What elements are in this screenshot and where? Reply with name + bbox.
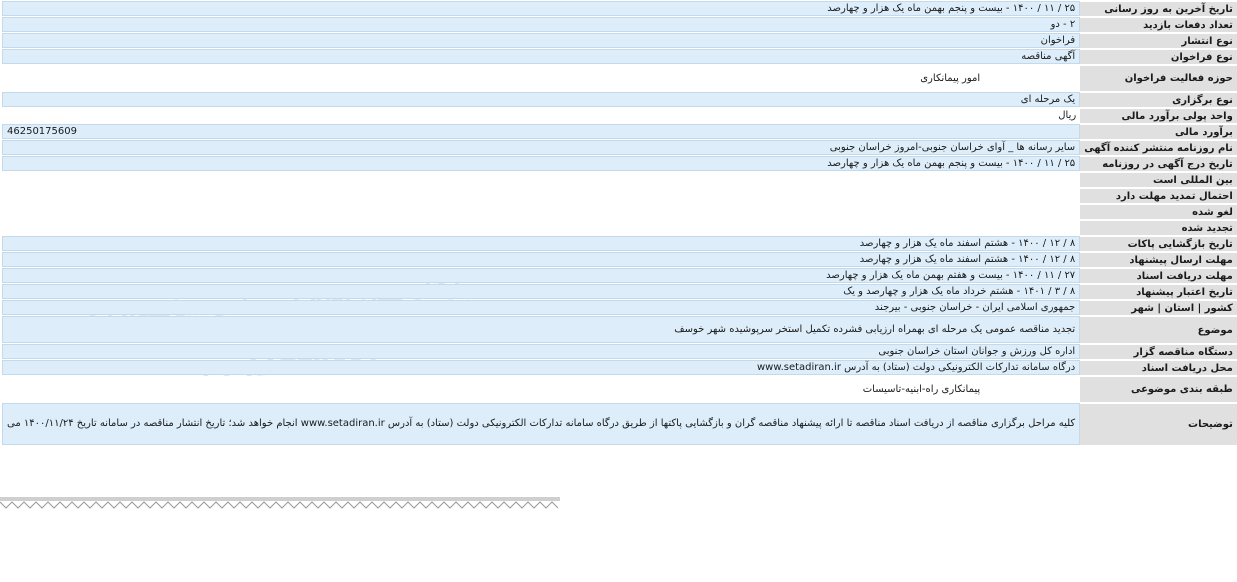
field-value: ۸ / ۱۲ / ۱۴۰۰ - هشتم اسفند ماه یک هزار و چهارصد <box>2 252 1080 267</box>
field-label: محل دریافت اسناد <box>1080 360 1237 375</box>
table-row <box>2 220 1237 235</box>
table-row <box>2 360 1237 375</box>
table-row <box>2 344 1237 359</box>
field-label: مهلت ارسال پیشنهاد <box>1080 252 1237 267</box>
table-row <box>2 108 1237 123</box>
field-label: تاریخ اعتبار پیشنهاد <box>1080 284 1237 299</box>
field-value <box>2 204 1080 219</box>
field-value: ریال <box>2 108 1080 123</box>
field-label: نوع برگزاری <box>1080 92 1237 107</box>
field-value: ۲۵ / ۱۱ / ۱۴۰۰ - بیست و پنجم بهمن ماه یک هزار و چهارصد <box>2 1 1080 16</box>
table-row <box>2 300 1237 315</box>
field-value: ۲ - دو <box>2 17 1080 32</box>
field-label: تاریخ آخرین به روز رسانی <box>1080 1 1237 16</box>
field-label: دستگاه مناقصه گزار <box>1080 344 1237 359</box>
field-label: تاریخ درج آگهی در روزنامه <box>1080 156 1237 171</box>
table-row <box>2 140 1237 155</box>
table-row <box>2 403 1237 445</box>
field-value: آگهی مناقصه <box>2 49 1080 64</box>
field-value: ۲۵ / ۱۱ / ۱۴۰۰ - بیست و پنجم بهمن ماه یک هزار و چهارصد <box>2 156 1080 171</box>
table-row <box>2 284 1237 299</box>
field-value: ۲۷ / ۱۱ / ۱۴۰۰ - بیست و هفتم بهمن ماه یک هزار و چهارصد <box>2 268 1080 283</box>
torn-edge-decoration <box>0 501 560 509</box>
field-value: فراخوان <box>2 33 1080 48</box>
field-label: نوع فراخوان <box>1080 49 1237 64</box>
table-row <box>2 17 1237 32</box>
field-value: درگاه سامانه تدارکات الکترونیکی دولت (ستاد) به آدرس www.setadiran.ir <box>2 360 1080 375</box>
field-value: اداره کل ورزش و جوانان استان خراسان جنوبی <box>2 344 1080 359</box>
table-row <box>2 124 1237 139</box>
field-label: احتمال تمدید مهلت دارد <box>1080 188 1237 203</box>
field-label: تجدید شده <box>1080 220 1237 235</box>
field-value: ۸ / ۳ / ۱۴۰۱ - هشتم خرداد ماه یک هزار و چهارصد و یک <box>2 284 1080 299</box>
field-value <box>2 188 1080 203</box>
table-row <box>2 49 1237 64</box>
table-row <box>2 156 1237 171</box>
field-label: لغو شده <box>1080 204 1237 219</box>
field-value: جمهوری اسلامی ایران - خراسان جنوبی - بیرجند <box>2 300 1080 315</box>
table-row <box>2 188 1237 203</box>
table-row <box>2 204 1237 219</box>
field-label: تاریخ بازگشایی پاکات <box>1080 236 1237 251</box>
field-value <box>2 220 1080 235</box>
field-label: نام روزنامه منتشر کننده آگهی <box>1080 140 1237 155</box>
field-value: کلیه مراحل برگزاری مناقصه از دریافت اسناد مناقصه تا ارائه پیشنهاد مناقصه گران و بازگشایی پاکتها از طریق درگاه سامانه تدارکات الکترونیکی دولت (ستاد) به آدرس www.setadiran.ir انجام خواهد شد؛ تاریخ انتشار مناقصه در سامانه تاریخ ۱۴۰۰/۱۱/۲۴ می <box>2 403 1080 445</box>
table-row <box>2 92 1237 107</box>
field-label: واحد پولی برآورد مالی <box>1080 108 1237 123</box>
table-row <box>2 33 1237 48</box>
field-value <box>2 172 1080 187</box>
field-value: امور پیمانکاری <box>2 65 1080 91</box>
table-row <box>2 268 1237 283</box>
table-row <box>2 65 1237 91</box>
field-label: مهلت دریافت اسناد <box>1080 268 1237 283</box>
field-label: نوع انتشار <box>1080 33 1237 48</box>
field-label: توضیحات <box>1080 403 1237 445</box>
field-label: حوزه فعالیت فراخوان <box>1080 65 1237 91</box>
field-value: 46250175609 <box>2 124 1080 139</box>
field-label: موضوع <box>1080 316 1237 343</box>
field-label: طبقه بندی موضوعی <box>1080 376 1237 402</box>
tender-info-table <box>2 0 1237 446</box>
field-label: کشور | استان | شهر <box>1080 300 1237 315</box>
field-value: تجدید مناقصه عمومی یک مرحله ای بهمراه ارزیابی فشرده تکمیل استخر سرپوشیده شهر خوسف <box>2 316 1080 343</box>
field-label: برآورد مالی <box>1080 124 1237 139</box>
field-value: پیمانکاری راه-ابنیه-تاسیسات <box>2 376 1080 402</box>
field-label: تعداد دفعات بازدید <box>1080 17 1237 32</box>
table-row <box>2 376 1237 402</box>
tender-info-rows <box>2 1 1237 445</box>
table-row <box>2 1 1237 16</box>
table-row <box>2 172 1237 187</box>
field-value: ۸ / ۱۲ / ۱۴۰۰ - هشتم اسفند ماه یک هزار و چهارصد <box>2 236 1080 251</box>
table-row <box>2 252 1237 267</box>
field-value: یک مرحله ای <box>2 92 1080 107</box>
field-label: بین المللی است <box>1080 172 1237 187</box>
table-row <box>2 316 1237 343</box>
field-value: سایر رسانه ها _ آوای خراسان جنوبی-امروز خراسان جنوبی <box>2 140 1080 155</box>
table-row <box>2 236 1237 251</box>
